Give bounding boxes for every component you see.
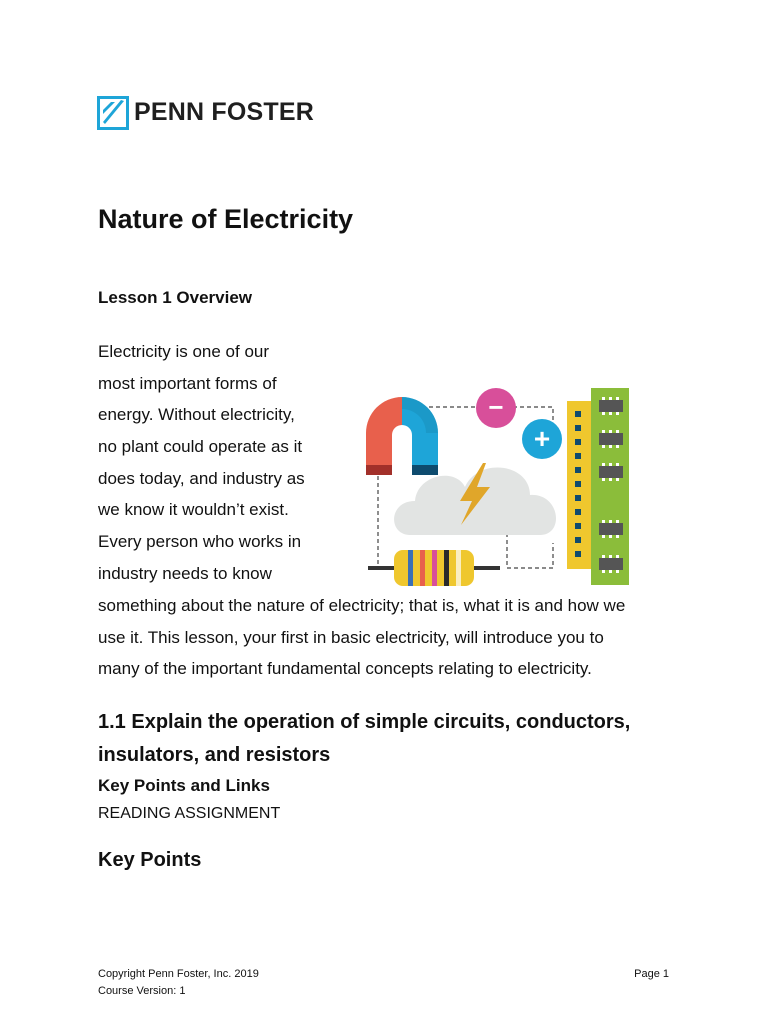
lesson-heading: Lesson 1 Overview <box>98 288 253 307</box>
paragraph-line: many of the important fundamental concepts relating to electricity. <box>98 659 592 678</box>
paragraph-line: no plant could operate as it <box>98 437 303 456</box>
magnet-icon <box>366 397 438 475</box>
paragraph-line: Electricity is one of our <box>98 342 270 361</box>
section-heading-line: 1.1 Explain the operation of simple circuits, conductors, <box>98 711 631 733</box>
paragraph-line: we know it wouldn’t exist. <box>98 500 289 519</box>
resistor-icon <box>368 550 500 586</box>
footer-course-version: Course Version: 1 <box>98 985 186 997</box>
section-heading <box>98 706 698 772</box>
svg-text:+: + <box>533 423 551 454</box>
paragraph-line: most important forms of <box>98 374 277 393</box>
section-heading-line: insulators, and resistors <box>98 744 331 766</box>
electricity-illustration <box>360 383 636 588</box>
brand-name: PENN FOSTER <box>134 98 314 126</box>
paragraph-line: industry needs to know <box>98 564 272 583</box>
circuit-board-icon <box>567 388 629 585</box>
reading-assignment-label: READING ASSIGNMENT <box>98 805 281 822</box>
paragraph-line: Every person who works in <box>98 532 302 551</box>
penn-foster-logo-icon <box>97 96 129 130</box>
footer-copyright: Copyright Penn Foster, Inc. 2019 <box>98 968 259 980</box>
page-title: Nature of Electricity <box>98 204 354 234</box>
minus-charge-icon <box>476 388 516 428</box>
paragraph-line: something about the nature of electricity; that is, what it is and how we <box>98 596 626 615</box>
brand-logo <box>97 96 317 132</box>
paragraph-line: does today, and industry as <box>98 469 305 488</box>
paragraph-line: use it. This lesson, your first in basic electricity, will introduce you to <box>98 628 604 647</box>
footer-page-number: Page 1 <box>634 968 669 980</box>
plus-charge-icon <box>522 419 562 459</box>
svg-text:−: − <box>488 392 504 422</box>
key-points-and-links-heading: Key Points and Links <box>98 776 270 795</box>
key-points-heading: Key Points <box>98 849 202 871</box>
paragraph-line: energy. Without electricity, <box>98 405 295 424</box>
